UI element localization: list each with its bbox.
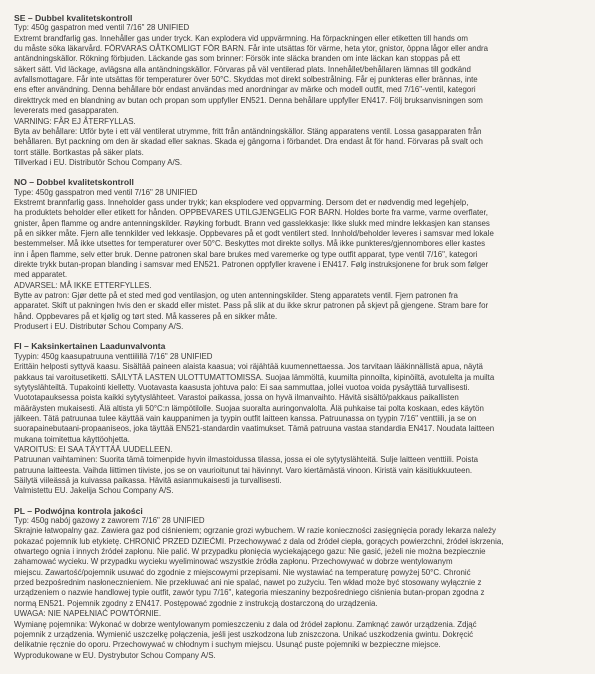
- text-line: Patruunan vaihtaminen: Suorita tämä toimenpide hyvin ilmastoidussa tilassa, jossa ei ole sytytyslähteitä. Sulje laitteen venttiili. Poista: [14, 455, 479, 465]
- text-line: Type: 450g gasspatron med ventil 7/16" 28 UNIFIED: [14, 187, 198, 197]
- text-line: Typ: 450g nabój gazowy z zaworem 7/16" 28 UNIFIED: [14, 516, 205, 526]
- text-line: patruuna laitteesta. Vaihda liittimen tiiviste, jos se on vaurioitunut tai hävinnyt. Varo kiertämästä vinoon. Kiristä vain käsitiukkuuteen.: [14, 465, 473, 475]
- text-line: Wymianę pojemnika: Wykonać w dobrze wentylowanym pomieszczeniu z dala od źródeł zapłonu. Zamknąć zawór urządzenia. Zdjąć: [14, 619, 477, 629]
- text-line: mukana toimitettua käyttöohjetta.: [14, 434, 130, 444]
- text-line: Säilytä viileässä ja kuivassa paikassa. Hävitä asianmukaisesti ja turvallisesti.: [14, 475, 282, 485]
- text-line: delikatnie ręcznie do oporu. Przechowywać w chłodnym i suchym miejscu. Usunąć puste pojemniki w bezpieczne miejsce.: [14, 640, 441, 650]
- text-line: Vuototapauksessa poista kaikki sytytyslähteet. Varastoi paikassa, jossa on hyvä ilmanvaihto. Hävitä sisältö/pakkaus paikallisten: [14, 393, 459, 403]
- text-line: normą EN521. Pojemnik zgodny z EN417. Postępować zgodnie z instrukcją dostarczoną do urządzenia.: [14, 598, 378, 608]
- text-line: direkttryck med en blandning av butan och propan som uppfyller EN521. Denna behållare uppfyller EN417. Följ bruksanvisningen som: [14, 95, 483, 105]
- text-line: Tyypin: 450g kaasupatruuna venttiilillä 7/16" 28 UNIFIED: [14, 351, 213, 361]
- text-line: Typ: 450g gaspatron med ventil 7/16" 28 UNIFIED: [14, 23, 190, 33]
- text-line: levererats med gasapparaten.: [14, 106, 119, 116]
- text-line: Wyprodukowane w EU. Dystrybutor Schou Company A/S.: [14, 650, 216, 660]
- text-line: määräysten mukaisesti. Älä altista yli 50°C:n lämpötilolle. Suojaa suoralta auringonvalolta. Älä puhkaise tai polta koskaan, edes käytön: [14, 403, 484, 413]
- text-line: Bytte av patron: Gjør dette på et sted med god ventilasjon, og uten antenningskilder. Steng apparatets ventil. Fjern patronen fra: [14, 291, 458, 301]
- language-section: [14, 341, 577, 496]
- text-line: urządzeniem o nazwie handlowej typie outfit, zawór typu 7/16", kategoria mieszaniny bezpośredniego ciśnienia butan-propan zgodna z: [14, 588, 485, 598]
- text-line: säkert sätt. Vid läckage, avlägsna alla antändningskällor. Förvaras på väl ventilerad plats. Innehållet/behållaren lämnas till godkänd: [14, 64, 471, 74]
- text-line: suorapainebutaani-propaaniseos, joka täyttää EN521-standardin vaatimukset. Tämä patruuna vastaa standardia EN417. Noudata laitteen: [14, 424, 495, 434]
- text-line: Ekstremt brannfarlig gass. Inneholder gass under trykk; kan eksplodere ved oppvarming. Dersom det er nødvendig med legehjelp,: [14, 197, 469, 207]
- text-line: Tillverkad i EU. Distributör Schou Company A/S.: [14, 157, 183, 167]
- text-line: VAROITUS: EI SAA TÄYTTÄÄ UUDELLEEN.: [14, 444, 173, 454]
- text-line: inn i åpen flamme, selv etter bruk. Denne patronen skal bare brukes med varemerke og type outfit apparat, type ventil 7/16", kategori: [14, 249, 478, 259]
- text-line: jälkeen. Tätä patruunaa tulee käyttää vain kauppanimen ja tyypin outfit laitteen kanssa. Patruunassa on tyypin 7/16" venttiili, ja se on: [14, 413, 477, 423]
- text-line: pojemnik z urządzenia. Wymienić uszczelkę połączenia, jeśli jest uszkodzona lub zniszczona. Unikać uszkodzenia gwintu. Dokręcić: [14, 629, 474, 639]
- text-line: avfallsmottagare. Får inte utsättas för temperaturer över 50°C. Skyddas mot direkt solbestrålning. Får ej punkteras eller brännas, inte: [14, 75, 478, 85]
- text-line: VARNING: FÅR EJ ÅTERFYLLAS.: [14, 116, 136, 126]
- text-line: gnister, åpen flamme og andre antenningskilder. Røyking forbudt. Brann ved gasslekkasje: Ikke slukk med mindre lekkasjen kan stanses: [14, 218, 490, 228]
- language-section: [14, 13, 577, 168]
- section-title: NO – Dobbel kvalitetskontroll: [14, 177, 134, 188]
- section-title: FI – Kaksinkertainen Laadunvalvonta: [14, 341, 166, 352]
- text-line: du måste söka läkarvård. FÖRVARAS OÅTKOMLIGT FÖR BARN. Får inte utsättas för värme, heta ytor, gnistor, öppna lågor eller andra: [14, 44, 489, 54]
- text-line: otwartego ognia i innych źródeł zapłonu. Nie palić. W przypadku płonięcia wyciekającego gazu: Nie gasić, jeżeli nie można bezpiecznie: [14, 547, 486, 557]
- section-title: SE – Dubbel kvalitetskontroll: [14, 13, 133, 23]
- text-line: Valmistettu EU. Jakelija Schou Company A/S.: [14, 486, 174, 496]
- text-line: antändningskällor. Rökning förbjuden. Läckande gas som brinner: Försök inte släcka branden om inte läckan kan stoppas på ett: [14, 54, 461, 64]
- text-line: på en sikker måte. Fjern alle tennkilder ved lekkasje. Oppbevares på et godt ventilert sted. Innhold/beholder leveres i samsvar med lokale: [14, 229, 494, 238]
- text-line: Erittäin helposti syttyvä kaasu. Sisältää paineen alaista kaasua; voi räjähtää kuumennettaessa. Jos tarvitaan lääkinnällistä apua, näytä: [14, 362, 483, 372]
- text-line: zahamować wycieku. W przypadku wycieku wyeliminować wszystkie źródła zapłonu. Przechowywać w dobrze wentylowanym: [14, 557, 453, 567]
- text-line: przed bezpośrednim nasłonecznieniem. Nie przekłuwać ani nie spalać, nawet po zużyciu. Ten wkład może być stosowany wyłącznie z: [14, 578, 482, 588]
- text-line: behållaren. Byt packning om den är skadad eller saknas. Skada ej gängorna i förbandet. Dra endast åt för hand. Förvaras på svalt och: [14, 137, 483, 147]
- section-title: PL – Podwójna kontrola jakości: [14, 505, 143, 516]
- text-line: pakkaus tai varoitusetiketti. SÄILYTÄ LASTEN ULOTTUMATTOMISSA. Suojaa lämmöltä, kuumilta pinnoilta, kipinöiltä, avotulelta ja muilta: [14, 372, 495, 382]
- text-line: Extremt brandfarlig gas. Innehåller gas under tryck. Kan explodera vid uppvärmning. Ha förpackningen eller etiketten till hands om: [14, 33, 468, 43]
- language-section: [14, 177, 577, 332]
- text-line: UWAGA: NIE NAPEŁNIAĆ POWTÓRNIE.: [14, 609, 162, 619]
- text-line: torrt ställe. Bortkastas på säker plats.: [14, 147, 144, 157]
- text-line: pokazać pojemnik lub etykietę. CHRONIĆ PRZED DZIEĆMI. Przechowywać z dala od źródeł ciepła, gorących powierzchni, źródeł iskrzenia,: [14, 536, 504, 546]
- text-line: ADVARSEL: MÅ IKKE ETTERFYLLES.: [14, 280, 152, 290]
- text-line: direkte trykk butan-propan blanding i samsvar med EN521. Patronen oppfyller kravene i EN417. Følg instruksjonene for bruk som følger: [14, 260, 489, 270]
- text-line: Produsert i EU. Distributør Schou Company A/S.: [14, 322, 184, 332]
- text-line: med apparatet.: [14, 270, 68, 280]
- text-line: ha produktets beholder eller etikett for hånden. OPPBEVARES UTILGJENGELIG FOR BARN. Holdes borte fra varme, varme overflater,: [14, 208, 488, 218]
- text-line: hånd. Oppbevares på et kjølig og tørt sted. Må kasseres på en sikker måte.: [14, 311, 278, 321]
- text-line: Byta av behållare: Utför byte i ett väl ventilerat utrymme, fritt från antändningskällor. Stäng apparatens ventil. Lossa gasapparaten från: [14, 126, 482, 136]
- text-line: Skrajnie łatwopalny gaz. Zawiera gaz pod ciśnieniem; ogrzanie grozi wybuchem. W razie konieczności zasięgnięcia porady lekarza należy: [14, 526, 497, 536]
- text-line: apparatet. Skift ut pakningen hvis den er skadd eller mistet. Pass på slik at du ikke skrur patronen på skjevt på gjengene. Stram bare for: [14, 301, 489, 311]
- text-line: miejscu. Zawartość/pojemnik usuwać do zgodnie z miejscowymi przepisami. Nie wystawiać na temperaturę powyżej 50°C. Chronić: [14, 567, 471, 577]
- language-section: [14, 506, 577, 661]
- text-line: ens efter användning. Denna behållare bör endast användas med anordningar av märke och modell outfit, med 7/16"-ventil, kategori: [14, 85, 476, 95]
- text-line: sytytyslähteiltä. Tupakointi kielletty. Vuotavasta kaasusta johtuva palo: Ei saa sammuttaa, jollei vuotoa voida pysäyttää turvallisesti.: [14, 382, 470, 392]
- text-line: bestemmelser. Må ikke utsettes for temperaturer over 50°C. Beskyttes mot direkte sollys. Må ikke punkteres/gjennombores eller kastes: [14, 239, 486, 249]
